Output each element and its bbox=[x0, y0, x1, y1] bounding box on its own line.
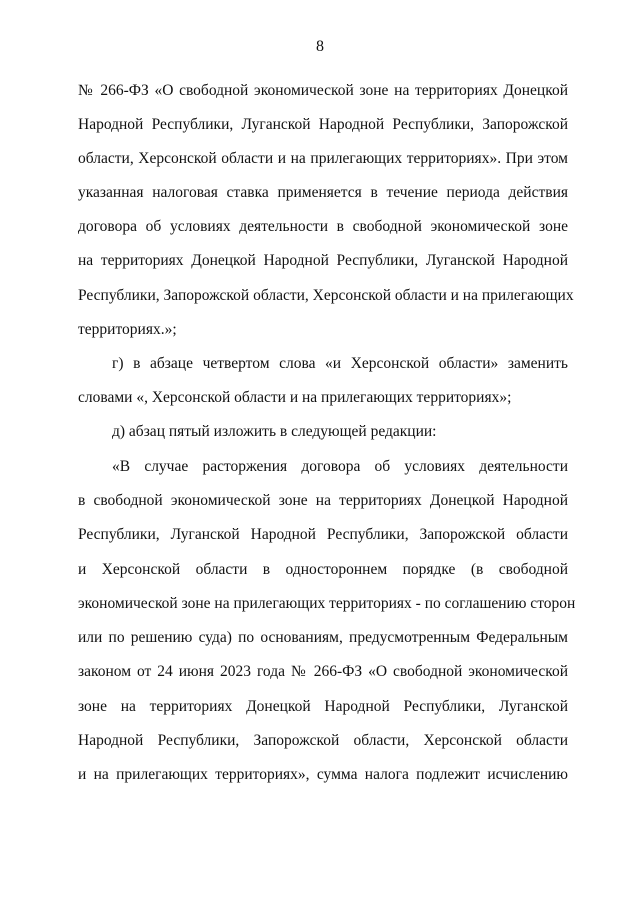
text-line: указанная налоговая ставка применяется в течение периода действия bbox=[78, 184, 568, 201]
text-line: «В случае расторжения договора об условиях деятельности bbox=[112, 458, 568, 475]
text-line: Народной Республики, Луганской Народной Республики, Запорожской bbox=[78, 116, 568, 133]
text-line: на территориях Донецкой Народной Республики, Луганской Народной bbox=[78, 252, 568, 269]
text-line: в свободной экономической зоне на территориях Донецкой Народной bbox=[78, 492, 568, 509]
text-line: территориях.»; bbox=[78, 321, 177, 338]
text-line: зоне на территориях Донецкой Народной Республики, Луганской bbox=[78, 698, 568, 715]
page-number: 8 bbox=[316, 38, 324, 55]
text-line: договора об условиях деятельности в свободной экономической зоне bbox=[78, 218, 568, 235]
text-line: Республики, Луганской Народной Республики, Запорожской области bbox=[78, 526, 568, 543]
text-line: законом от 24 июня 2023 года № 266-ФЗ «О свободной экономической bbox=[78, 663, 568, 680]
text-line: области, Херсонской области и на прилегающих территориях». При этом bbox=[78, 150, 568, 167]
text-line: д) абзац пятый изложить в следующей редакции: bbox=[112, 423, 437, 440]
text-line: № 266-ФЗ «О свободной экономической зоне на территориях Донецкой bbox=[78, 82, 568, 99]
text-line: экономической зоне на прилегающих территориях - по соглашению сторон bbox=[78, 595, 576, 612]
text-line: Народной Республики, Запорожской области, Херсонской области bbox=[78, 732, 568, 749]
text-line: или по решению суда) по основаниям, предусмотренным Федеральным bbox=[78, 629, 568, 646]
text-line: и Херсонской области в одностороннем порядке (в свободной bbox=[78, 561, 568, 578]
text-line: Республики, Запорожской области, Херсонской области и на прилегающих bbox=[78, 287, 574, 304]
text-line: словами «, Херсонской области и на прилегающих территориях»; bbox=[78, 389, 512, 406]
text-line: и на прилегающих территориях», сумма налога подлежит исчислению bbox=[78, 766, 568, 783]
text-line: г) в абзаце четвертом слова «и Херсонской области» заменить bbox=[112, 355, 568, 372]
